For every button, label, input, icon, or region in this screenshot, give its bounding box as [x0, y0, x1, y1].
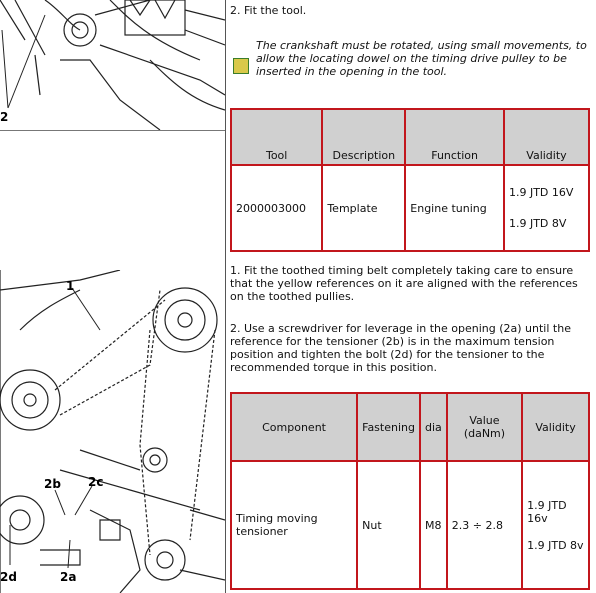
- figure-tool-fitting: [0, 0, 225, 130]
- tool-table: [230, 108, 590, 252]
- col-function: Function: [405, 109, 504, 165]
- timing-belt-drawing: [0, 270, 225, 593]
- torque-table: [230, 392, 590, 590]
- cell-component: Timing moving tensioner: [231, 461, 357, 589]
- table-header-row: [231, 109, 589, 165]
- step-fit-tool: 2. Fit the tool.: [230, 4, 307, 17]
- cell-function: Engine tuning: [405, 165, 504, 251]
- validity-item: 1.9 JTD 8v: [527, 538, 584, 552]
- callout-2: 2: [0, 110, 9, 124]
- note-text: The crankshaft must be rotated, using small movements, to allow the locating dowel on the timing drive pulley to be inserted in the opening in the tool.: [256, 39, 587, 78]
- step-fit-belt: 1. Fit the toothed timing belt completely taking care to ensure that the yellow references on it are aligned with the references on the toothed pullies.: [230, 264, 578, 303]
- col-fastening: Fastening: [357, 393, 420, 461]
- validity-item: 1.9 JTD 8V: [508, 217, 567, 230]
- cell-validity: [522, 461, 589, 589]
- callout-2c: 2c: [88, 475, 104, 489]
- callout-2d: 2d: [0, 570, 17, 584]
- validity-item: 1.9 JTD 16v: [527, 498, 567, 525]
- col-dia: dia: [420, 393, 447, 461]
- table-row: [231, 165, 589, 251]
- callout-2a: 2a: [60, 570, 77, 584]
- column-divider: [225, 0, 226, 593]
- col-validity: Validity: [522, 393, 589, 461]
- col-validity: Validity: [504, 109, 589, 165]
- cell-validity: [504, 165, 589, 251]
- tool-drawing: [0, 0, 225, 130]
- table-row: [231, 461, 589, 589]
- step-tension: 2. Use a screwdriver for leverage in the opening (2a) until the reference for the tensioner (2b) is in the maximum tension position and tighten the bolt (2d) for the tensioner to the recommended torque in this position.: [230, 322, 571, 374]
- note-icon: [233, 58, 249, 74]
- col-component: Component: [231, 393, 357, 461]
- callout-2b: 2b: [44, 477, 61, 491]
- cell-description: Template: [322, 165, 405, 251]
- col-tool: Tool: [231, 109, 322, 165]
- callout-1: 1: [66, 279, 75, 293]
- col-value: Value (daNm): [447, 393, 522, 461]
- cell-dia: M8: [420, 461, 447, 589]
- table-header-row: [231, 393, 589, 461]
- cell-fastening: Nut: [357, 461, 420, 589]
- col-description: Description: [322, 109, 405, 165]
- cell-value: 2.3 ÷ 2.8: [447, 461, 522, 589]
- validity-item: 1.9 JTD 16V: [508, 186, 574, 199]
- cell-tool: 2000003000: [231, 165, 322, 251]
- figure-separator: [0, 130, 225, 131]
- figure-timing-belt: [0, 270, 225, 593]
